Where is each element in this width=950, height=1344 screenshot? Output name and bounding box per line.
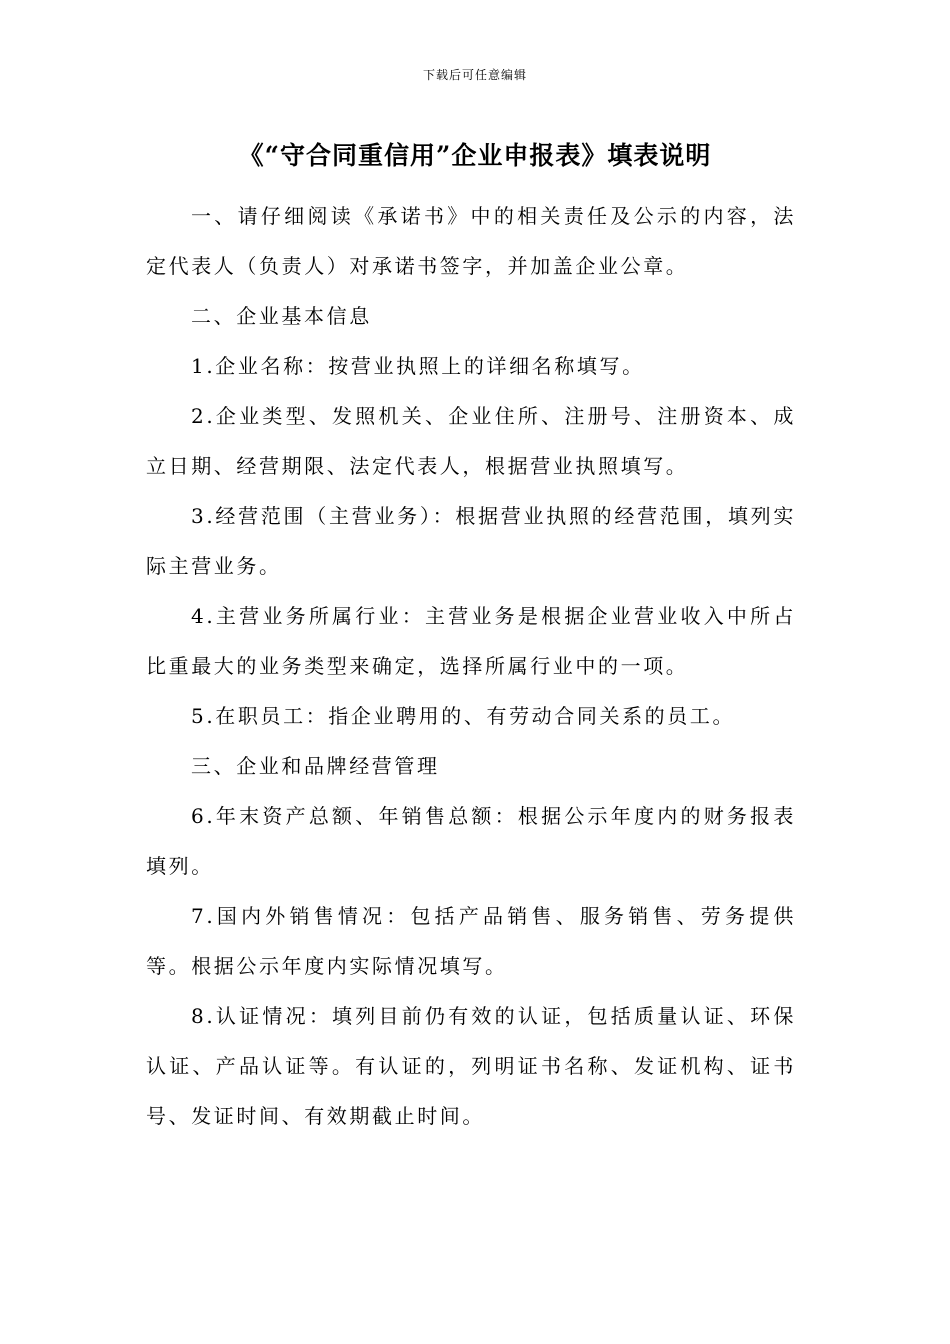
paragraph-item-6: 6.年末资产总额、年销售总额：根据公示年度内的财务报表填列。 <box>146 804 796 878</box>
section-heading-basic-info: 二、企业基本信息 <box>191 304 372 328</box>
paragraph-item-2: 2.企业类型、发照机关、企业住所、注册号、注册资本、成立日期、经营期限、法定代表人，根据营业执照填写。 <box>146 404 796 478</box>
document-title: 《“守合同重信用”企业申报表》填表说明 <box>238 141 712 170</box>
paragraph-item-5: 5.在职员工：指企业聘用的、有劳动合同关系的员工。 <box>191 704 736 728</box>
page-header-note: 下载后可任意编辑 <box>422 68 527 82</box>
paragraph-item-8: 8.认证情况：填列目前仍有效的认证，包括质量认证、环保认证、产品认证等。有认证的，列明证书名称、发证机构、证书号、发证时间、有效期截止时间。 <box>146 1004 796 1128</box>
document-body <box>146 191 796 1141</box>
section-heading-brand-management: 三、企业和品牌经营管理 <box>191 754 440 778</box>
paragraph-item-7: 7.国内外销售情况：包括产品销售、服务销售、劳务提供等。根据公示年度内实际情况填写。 <box>146 904 796 978</box>
paragraph-item-1: 1.企业名称：按营业执照上的详细名称填写。 <box>191 354 645 378</box>
paragraph-item-3: 3.经营范围（主营业务）：根据营业执照的经营范围，填列实际主营业务。 <box>146 504 796 578</box>
paragraph-item-4: 4.主营业务所属行业：主营业务是根据企业营业收入中所占比重最大的业务类型来确定，选择所属行业中的一项。 <box>146 604 796 678</box>
paragraph-commitment: 一、请仔细阅读《承诺书》中的相关责任及公示的内容，法定代表人（负责人）对承诺书签字，并加盖企业公章。 <box>146 204 796 278</box>
